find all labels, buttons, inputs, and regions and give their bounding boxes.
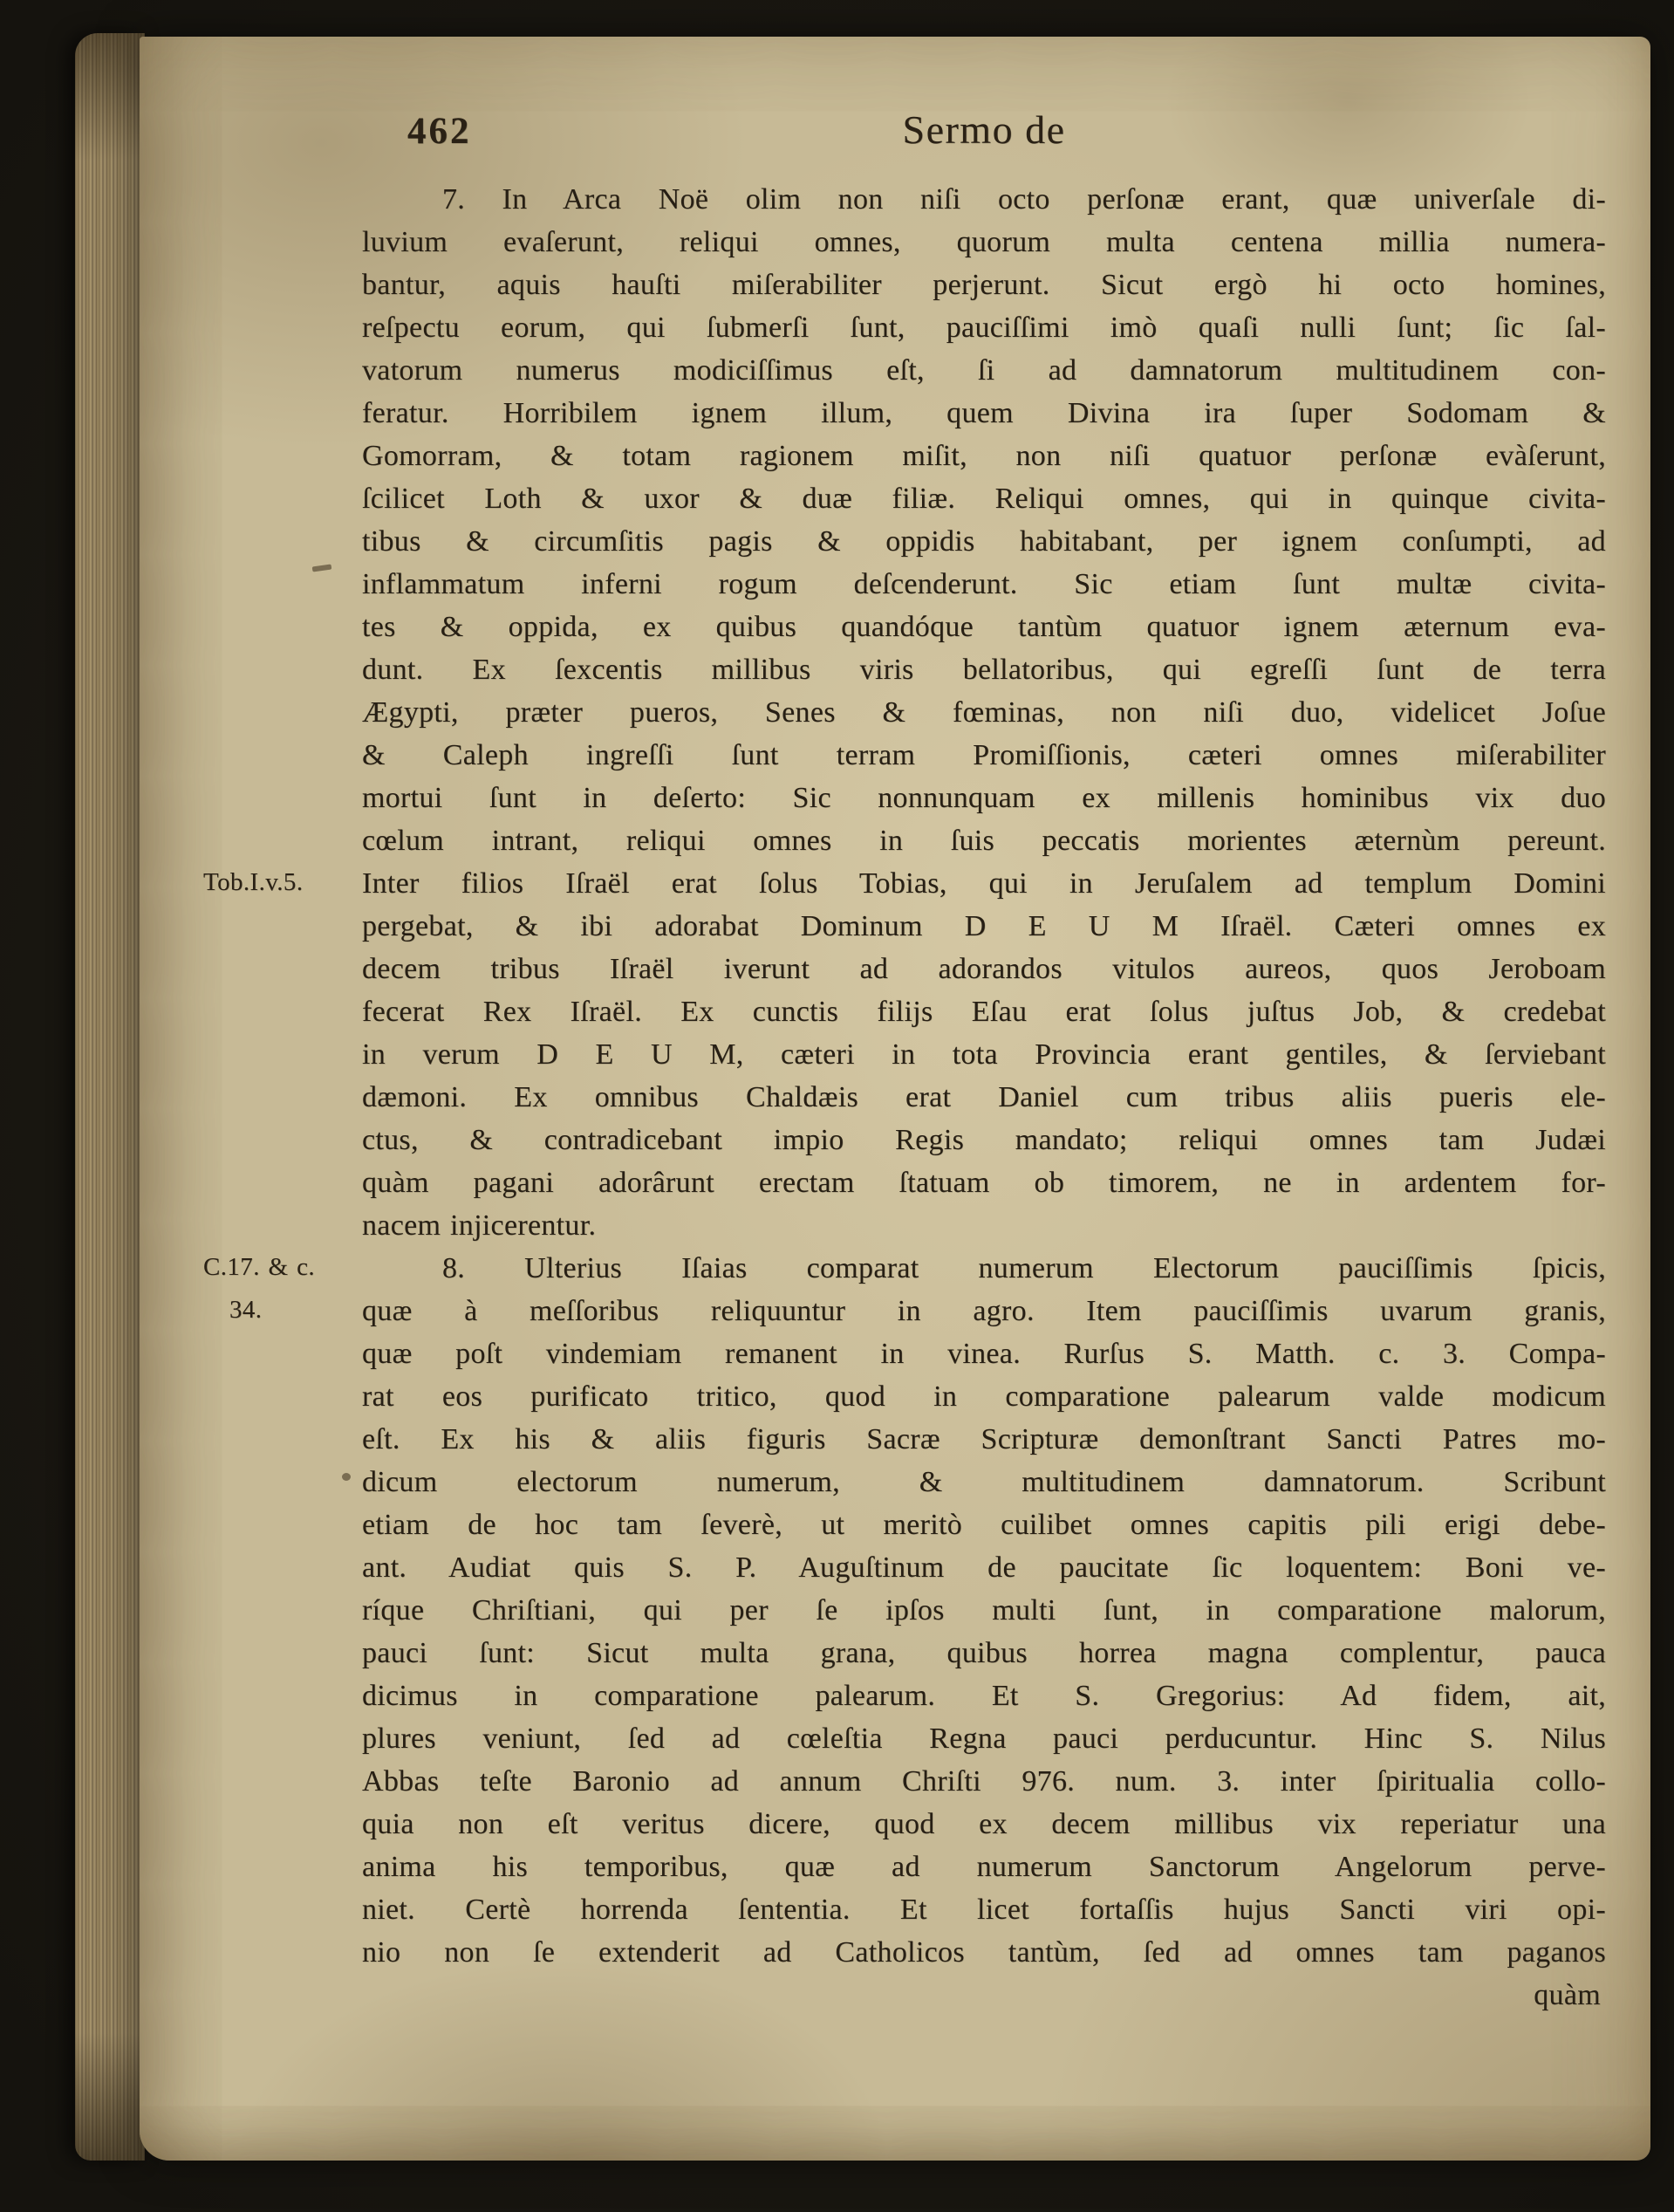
text-line: ctus, & contradicebant impio Regis mandato; reliqui omnes tam Judæi <box>362 1124 1606 1156</box>
text-line: eſt. Ex his & aliis figuris Sacræ Scripturæ demonſtrant Sancti Patres mo- <box>362 1423 1606 1455</box>
text-line: decem tribus Iſraël iverunt ad adorandos vitulos aureos, quos Jeroboam <box>362 953 1606 985</box>
text-lines <box>362 178 1606 1974</box>
text-line: 8. Ulterius Iſaias comparat numerum Electorum pauciſſimis ſpicis, <box>442 1252 1606 1284</box>
page-number: 462 <box>407 111 472 152</box>
catchword: quàm <box>1534 1979 1601 2011</box>
text-line: fecerat Rex Iſraël. Ex cunctis filijs Eſau erat ſolus juſtus Job, & credebat <box>362 996 1606 1028</box>
page-stack-edge <box>75 33 145 2161</box>
text-line: quàm pagani adorârunt erectam ſtatuam ob timorem, ne in ardentem for- <box>362 1167 1606 1199</box>
text-line: niet. Certè horrenda ſententia. Et licet fortaſſis hujus Sancti viri opi- <box>362 1894 1606 1926</box>
page-header <box>362 106 1606 164</box>
text-line: cœlum intrant, reliqui omnes in ſuis peccatis morientes æternùm pereunt. <box>362 825 1606 857</box>
text-line: Ægypti, præter pueros, Senes & fœminas, non niſi duo, videlicet Joſue <box>362 696 1606 729</box>
text-line: bantur, aquis hauſti miſerabiliter perjerunt. Sicut ergò hi octo homines, <box>362 269 1606 301</box>
text-line: ríque Chriſtiani, qui per ſe ipſos multi ſunt, in comparatione malorum, <box>362 1594 1606 1626</box>
text-line: Inter filios Iſraël erat ſolus Tobias, qui in Jeruſalem ad templum Domini <box>362 867 1606 900</box>
text-line: vatorum numerus modiciſſimus eſt, ſi ad damnatorum multitudinem con- <box>362 354 1606 387</box>
margin-note: C.17. & c. <box>203 1253 316 1281</box>
text-line: pauci ſunt: Sicut multa grana, quibus horrea magna complentur, pauca <box>362 1637 1606 1669</box>
ink-speck <box>342 1473 351 1481</box>
text-line: inflammatum inferni rogum deſcenderunt. Sic etiam ſunt multæ civita- <box>362 568 1606 600</box>
text-line: 7. In Arca Noë olim non niſi octo perſonæ erant, quæ univerſale di- <box>442 183 1606 216</box>
text-line: nacem injicerentur. <box>362 1209 597 1242</box>
text-line: anima his temporibus, quæ ad numerum Sanctorum Angelorum perve- <box>362 1851 1606 1883</box>
text-line: rat eos purificato tritico, quod in comparatione palearum valde modicum <box>362 1380 1606 1413</box>
text-line: mortui ſunt in deſerto: Sic nonnunquam ex millenis hominibus vix duo <box>362 782 1606 814</box>
text-line: Gomorram, & totam ragionem miſit, non niſi quatuor perſonæ evàſerunt, <box>362 440 1606 472</box>
text-line: in verum D E U M, cæteri in tota Provincia erant gentiles, & ſerviebant <box>362 1038 1606 1071</box>
ink-speck <box>312 564 332 572</box>
text-line: dæmoni. Ex omnibus Chaldæis erat Daniel cum tribus aliis pueris ele- <box>362 1081 1606 1113</box>
text-line: dicum electorum numerum, & multitudinem damnatorum. Scribunt <box>362 1466 1606 1498</box>
text-line: & Caleph ingreſſi ſunt terram Promiſſionis, cæteri omnes miſerabiliter <box>362 739 1606 771</box>
text-line: pergebat, & ibi adorabat Dominum D E U M Iſraël. Cæteri omnes ex <box>362 910 1606 942</box>
text-line: plures veniunt, ſed ad cœleſtia Regna pauci perducuntur. Hinc S. Nilus <box>362 1722 1606 1755</box>
text-line: Abbas teſte Baronio ad annum Chriſti 976. num. 3. inter ſpiritualia collo- <box>362 1765 1606 1798</box>
text-line: reſpectu eorum, qui ſubmerſi ſunt, pauciſſimi imò quaſi nulli ſunt; ſic ſal- <box>362 312 1606 344</box>
margin-note: Tob.I.v.5. <box>203 868 304 896</box>
text-line: etiam de hoc tam ſeverè, ut meritò cuilibet omnes capitis pili erigi debe- <box>362 1509 1606 1541</box>
text-line: feratur. Horribilem ignem illum, quem Divina ira ſuper Sodomam & <box>362 397 1606 429</box>
text-line: luvium evaſerunt, reliqui omnes, quorum multa centena millia numera- <box>362 226 1606 258</box>
running-title: Sermo de <box>902 107 1066 152</box>
text-line: tes & oppida, ex quibus quandóque tantùm quatuor ignem æternum eva- <box>362 611 1606 643</box>
text-line: quæ à meſſoribus reliquuntur in agro. Item pauciſſimis uvarum granis, <box>362 1295 1606 1327</box>
text-line: quia non eſt veritus dicere, quod ex decem millibus vix reperiatur una <box>362 1808 1606 1840</box>
text-line: ſcilicet Loth & uxor & duæ filiæ. Reliqui omnes, qui in quinque civita- <box>362 483 1606 515</box>
text-line: dunt. Ex ſexcentis millibus viris bellatoribus, qui egreſſi ſunt de terra <box>362 654 1606 686</box>
book-page <box>140 37 1650 2161</box>
text-line: tibus & circumſitis pagis & oppidis habitabant, per ignem conſumpti, ad <box>362 525 1606 558</box>
text-line: quæ poſt vindemiam remanent in vinea. Rurſus S. Matth. c. 3. Compa- <box>362 1338 1606 1370</box>
body-text-block <box>203 178 1606 2017</box>
margin-note: 34. <box>229 1296 263 1324</box>
text-line: nio non ſe extenderit ad Catholicos tantùm, ſed ad omnes tam paganos <box>362 1936 1606 1969</box>
text-line: dicimus in comparatione palearum. Et S. Gregorius: Ad fidem, ait, <box>362 1680 1606 1712</box>
text-line: ant. Audiat quis S. P. Auguſtinum de paucitate ſic loquentem: Boni ve- <box>362 1551 1606 1584</box>
